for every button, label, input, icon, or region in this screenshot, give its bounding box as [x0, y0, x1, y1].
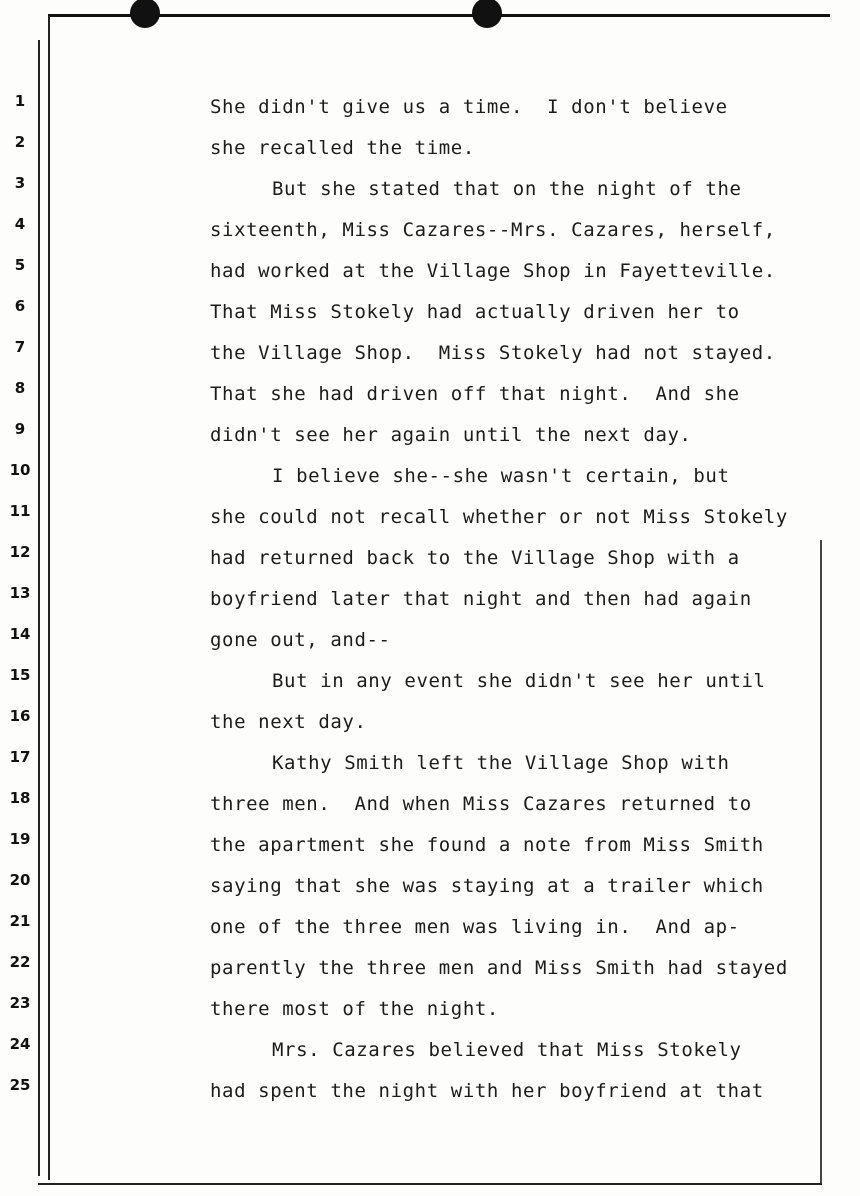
line-number: 23	[9, 994, 31, 1012]
line-number: 21	[9, 912, 31, 930]
line-number: 12	[9, 543, 31, 561]
line-number: 14	[9, 625, 31, 643]
line-number: 16	[9, 707, 31, 725]
line-number: 18	[9, 789, 31, 807]
transcript-line: she could not recall whether or not Miss Stokely	[210, 506, 788, 528]
line-number: 10	[9, 461, 31, 479]
transcript-line: sixteenth, Miss Cazares--Mrs. Cazares, herself,	[210, 219, 776, 241]
transcript-line: Mrs. Cazares believed that Miss Stokely	[272, 1039, 742, 1061]
transcript-line: the apartment she found a note from Miss Smith	[210, 834, 764, 856]
line-number: 7	[14, 338, 26, 356]
line-number: 4	[14, 215, 26, 233]
transcript-line: But she stated that on the night of the	[272, 178, 742, 200]
line-number: 25	[9, 1076, 31, 1094]
line-number: 19	[9, 830, 31, 848]
line-number: 9	[14, 420, 26, 438]
line-number: 3	[14, 174, 26, 192]
line-number: 22	[9, 953, 31, 971]
line-number: 11	[9, 502, 31, 520]
line-number: 15	[9, 666, 31, 684]
transcript-line: gone out, and--	[210, 629, 391, 651]
line-number: 6	[14, 297, 26, 315]
transcript-line: parently the three men and Miss Smith had stayed	[210, 957, 788, 979]
transcript-line: one of the three men was living in. And ap-	[210, 916, 740, 938]
transcript-line: had worked at the Village Shop in Fayetteville.	[210, 260, 776, 282]
line-number: 17	[9, 748, 31, 766]
transcript-line: That she had driven off that night. And she	[210, 383, 740, 405]
line-number: 24	[9, 1035, 31, 1053]
line-number: 1	[14, 92, 26, 110]
transcript-line: boyfriend later that night and then had again	[210, 588, 752, 610]
transcript-line: she recalled the time.	[210, 137, 475, 159]
line-number: 2	[14, 133, 26, 151]
transcript-line: That Miss Stokely had actually driven her to	[210, 301, 740, 323]
transcript-line: But in any event she didn't see her until	[272, 670, 766, 692]
transcript-line: the next day.	[210, 711, 367, 733]
transcript-line: She didn't give us a time. I don't believe	[210, 96, 728, 118]
line-number: 13	[9, 584, 31, 602]
transcript-line: there most of the night.	[210, 998, 499, 1020]
transcript-line: saying that she was staying at a trailer which	[210, 875, 764, 897]
transcript-line: had spent the night with her boyfriend at that	[210, 1080, 764, 1102]
transcript-line: had returned back to the Village Shop with a	[210, 547, 740, 569]
transcript-line: three men. And when Miss Cazares returned to	[210, 793, 752, 815]
line-number: 8	[14, 379, 26, 397]
transcript-line: didn't see her again until the next day.	[210, 424, 692, 446]
transcript-line: I believe she--she wasn't certain, but	[272, 465, 730, 487]
line-number: 20	[9, 871, 31, 889]
transcript-line: Kathy Smith left the Village Shop with	[272, 752, 730, 774]
transcript-line: the Village Shop. Miss Stokely had not stayed.	[210, 342, 776, 364]
line-number: 5	[14, 256, 26, 274]
